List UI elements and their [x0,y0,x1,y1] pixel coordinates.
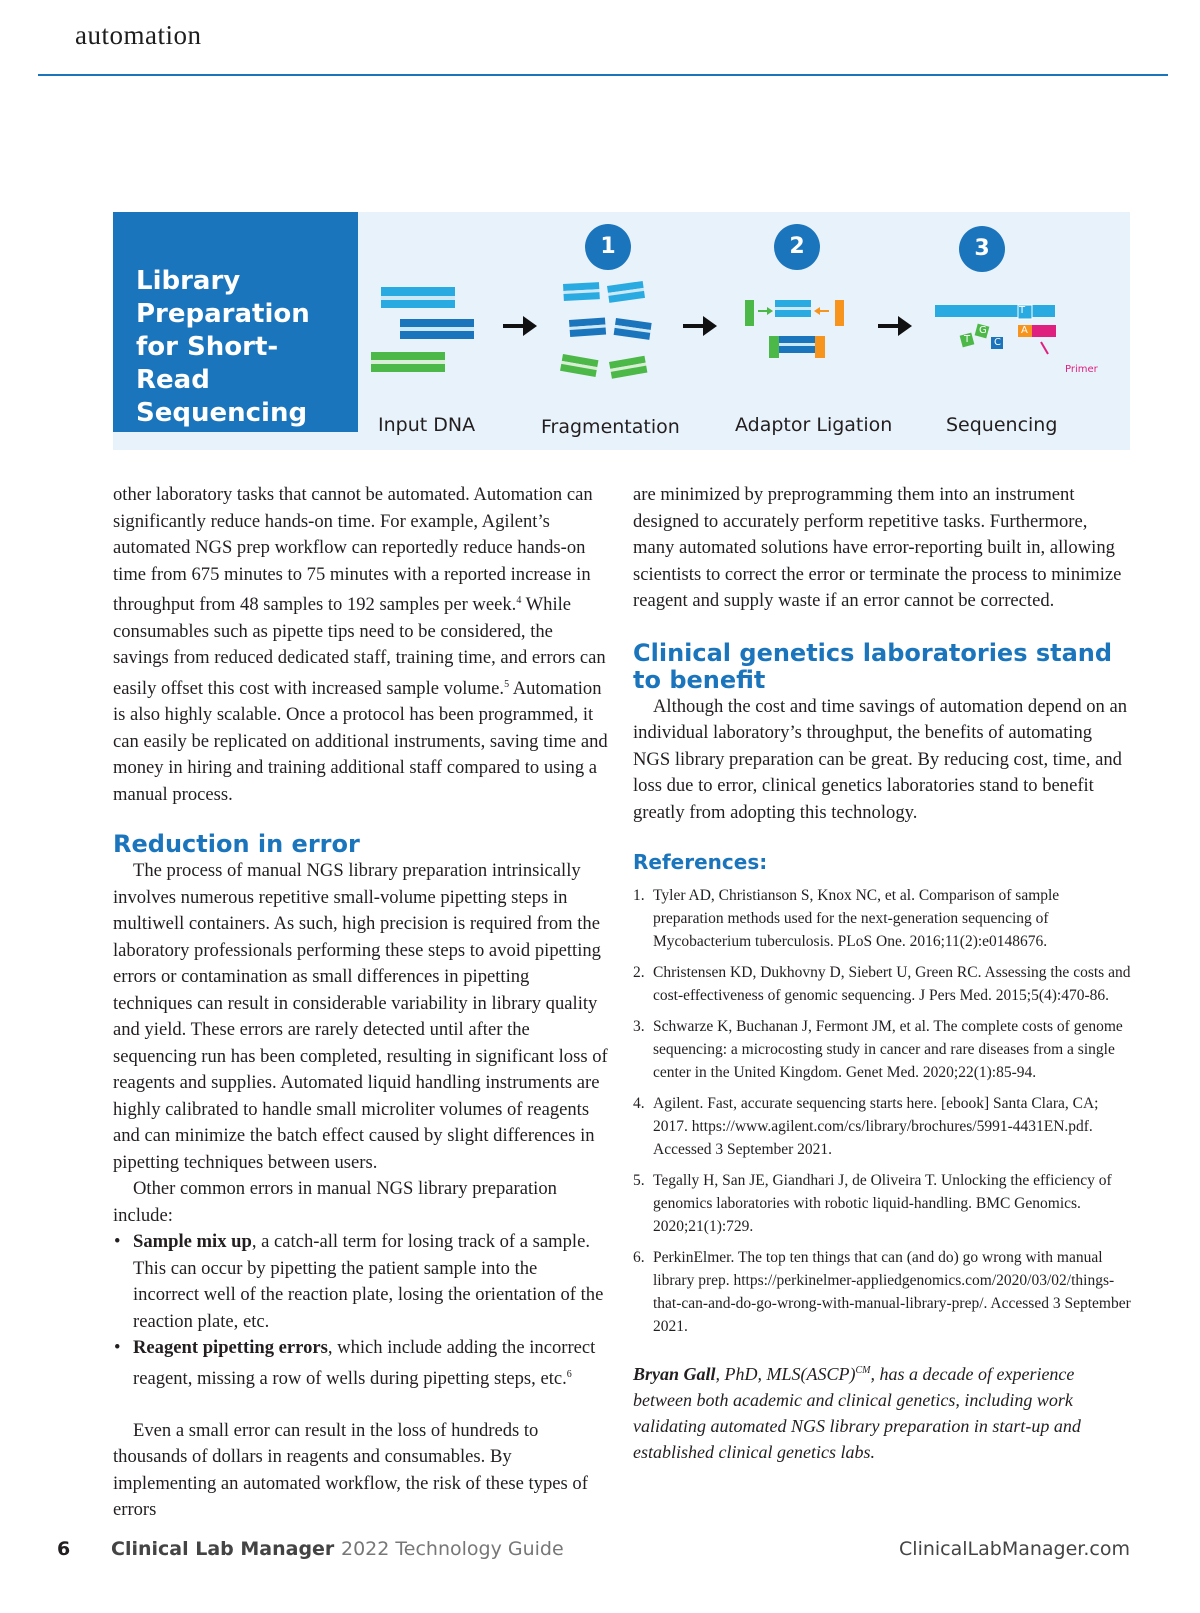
base-letter-a: A [1021,325,1028,336]
list-item [113,1335,608,1392]
primer-label: Primer [1065,364,1098,375]
reference-text: Tegally H, San JE, Giandhari J, de Oliveira T. Unlocking the efficiency of genomics laboratories with robotic liquid-handling. BMC Genomics. 2020;21(1):729. [653,1172,1112,1235]
section-header: automation [75,20,202,50]
step-label-fragmentation: Fragmentation [541,416,680,438]
reference-text: Schwarze K, Buchanan J, Fermont JM, et al. The complete costs of genome sequencing: a microcosting study in cancer and rare diseases from a single center in the United Kingdom. Genet Med. 2020;22(1):85-94. [653,1018,1123,1081]
text-span: While consumables such as pipette tips need to be considered, the savings from reduced dedicated staff, training time, and errors can easily offset this cost with increased sample volume. [113,594,606,699]
reference-number: 4. [633,1095,645,1112]
right-column [633,482,1133,1465]
right-paragraph-2: Although the cost and time savings of automation depend on an individual laboratory’s throughput, the benefits of automating NGS library preparation can be great. By reducing cost, time, and loss due to error, clinical genetics laboratories stand to benefit greatly from adopting this technology. [633,695,1128,823]
footnote-ref: 5 [504,678,510,690]
arrow-2 [683,316,717,336]
bullet-bold: Reagent pipetting errors [133,1337,328,1359]
author-bio [633,1358,1133,1465]
reference-number: 6. [633,1249,645,1266]
error-list [113,1229,608,1392]
bullet-bold: Sample mix up [133,1231,252,1253]
reference-number: 5. [633,1172,645,1189]
reference-item [633,1246,1133,1338]
header-rule [38,74,1168,76]
arrow-1 [503,316,537,336]
text-span: Automation is also highly scalable. Once a protocol has been programmed, it can easily be replicated on additional instruments, saving time and money in hiring and training additional staff compared to using a manual process. [113,677,608,805]
left-paragraph-1 [113,482,608,808]
footnote-ref: 4 [516,595,522,606]
reference-text: Tyler AD, Christianson S, Knox NC, et al. Comparison of sample preparation methods used for the next-generation sequencing of Mycobacterium tuberculosis. PLoS One. 2016;11(2):e0148676. [653,887,1060,950]
guide-name: 2022 Technology Guide [341,1538,564,1560]
reference-text: Christensen KD, Dukhovny D, Siebert U, Green RC. Assessing the costs and cost-effectiveness of genomic sequencing. J Pers Med. 2015;5(4):470-86. [653,964,1131,1004]
adaptor-ligation [745,300,844,358]
reference-number: 2. [633,964,645,981]
base-letter-t: T [1019,305,1026,316]
page-number: 6 [57,1538,71,1560]
figure-title: Library Preparation for Short-Read Sequencing [136,266,310,428]
reference-item [633,1015,1133,1084]
left-paragraph-4: Even a small error can result in the loss of hundreds to thousands of dollars in reagents and consumables. By implementing an automated workflow, the risk of these types of errors [113,1419,588,1521]
reference-item [633,1092,1133,1161]
arrow-3 [878,316,912,336]
base-letter-g: G [979,325,987,336]
author-name: Bryan Gall [633,1364,716,1384]
left-paragraph-3: Other common errors in manual NGS library preparation include: [113,1178,557,1226]
heading-clinical-genetics: Clinical genetics laboratories stand to benefit [633,638,1113,694]
left-paragraph-2: The process of manual NGS library preparation intrinsically involves numerous repetitive small-volume pipetting steps in multiwell containers. As such, high precision is required from the laboratory professionals performing these steps to avoid pipetting errors or contamination as small differences in pipetting techniques can result in considerable variability in library quality and yield. These errors are rarely detected until after the sequencing run has been completed, resulting in significant loss of reagents and supplies. Automated liquid handling instruments are highly calibrated to handle small microliter volumes of reagents and can minimize the batch effect caused by slight differences in pipetting techniques between users. [113,860,608,1173]
step-number-2: 2 [774,224,820,270]
bullet-text: , which include adding the incorrect reagent, missing a row of wells during pipetting steps, etc. [133,1337,596,1390]
step-number-1: 1 [585,224,631,270]
step-label-sequencing: Sequencing [946,414,1058,436]
library-prep-figure [113,212,1130,450]
step-label-input-dna: Input DNA [378,414,476,436]
author-description: , has a decade of experience between both academic and clinical genetics, including work validating automated NGS library preparation in start-up and established clinical genetics labs. [633,1364,1081,1462]
right-paragraph-1: are minimized by preprogramming them into an instrument designed to accurately perform repetitive tasks. Furthermore, many automated solutions have error-reporting built in, allowing scientists to correct the error or terminate the process to minimize reagent and supply waste if an error cannot be corrected. [633,484,1122,611]
reference-text: Agilent. Fast, accurate sequencing starts here. [ebook] Santa Clara, CA; 2017. https://www.agilent.com/cs/library/brochures/5991-4431EN.pdf. Accessed 3 September 2021. [653,1095,1099,1158]
reference-number: 1. [633,887,645,904]
website-link[interactable]: ClinicalLabManager.com [899,1538,1130,1560]
reference-text: PerkinElmer. The top ten things that can (and do) go wrong with manual library prep. https://perkinelmer-appliedgenomics.com/2020/03/02/things-that-can-and-do-go-wrong-with-manual-library-prep/. Accessed 3 September 2021. [653,1249,1131,1335]
reference-item [633,884,1133,953]
references-list [633,884,1133,1338]
references-heading: References: [633,850,768,874]
list-item [113,1229,608,1335]
input-dna-strands [371,287,474,372]
magazine-name: Clinical Lab Manager [111,1538,335,1560]
fragments [560,281,652,379]
reference-number: 3. [633,1018,645,1035]
bullet-text: , a catch-all term for losing track of a sample. This can occur by pipetting the patient sample into the incorrect well of the reaction plate, losing the orientation of the reaction plate, etc. [133,1231,604,1332]
reference-item [633,961,1133,1007]
footnote-ref: 6 [566,1368,572,1380]
heading-reduction-in-error: Reduction in error [113,830,360,859]
reference-item [633,1169,1133,1238]
base-letter-c: C [994,337,1001,348]
credential-superscript: CM [855,1365,871,1376]
author-credentials: , PhD, MLS(ASCP) [715,1364,856,1384]
text-span: other laboratory tasks that cannot be automated. Automation can significantly reduce hands-on time. For example, Agilent’s automated NGS prep workflow can reportedly reduce hands-on time from 675 minutes to 75 minutes with a reported increase in throughput from 48 samples to 192 samples per week. [113,484,593,616]
page-footer [0,1538,1200,1568]
left-column [113,482,608,1524]
step-label-adaptor-ligation: Adaptor Ligation [735,414,893,436]
step-number-3: 3 [959,226,1005,272]
base-letter-t2: T [964,334,971,345]
